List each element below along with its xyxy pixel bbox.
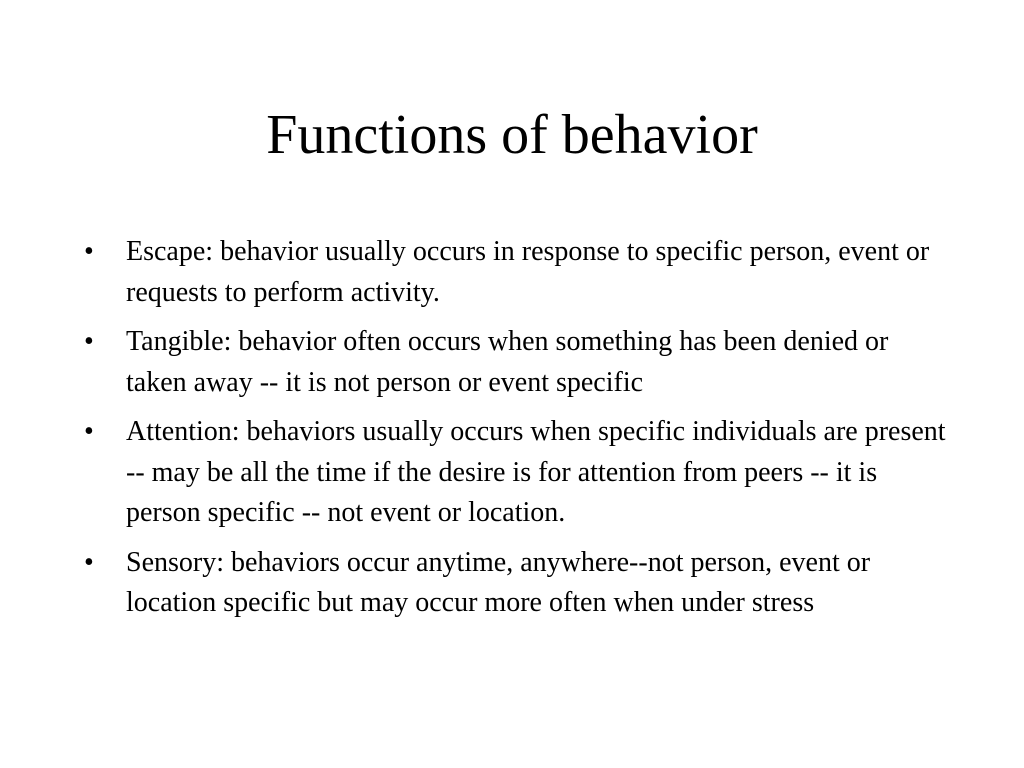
bullet-item-tangible	[84, 322, 954, 403]
bullet-list	[84, 232, 954, 633]
bullet-marker: •	[84, 326, 94, 357]
bullet-text: Escape: behavior usually occurs in response to specific person, event or requests to perform activity.	[126, 236, 930, 308]
bullet-item-sensory	[84, 543, 954, 624]
bullet-marker: •	[84, 416, 94, 447]
bullet-text: Attention: behaviors usually occurs when specific individuals are present -- may be all the time if the desire is for attention from peers -- it is person specific -- not event or location.	[126, 416, 946, 528]
bullet-item-attention	[84, 412, 954, 534]
bullet-marker: •	[84, 546, 94, 578]
bullet-text: Tangible: behavior often occurs when something has been denied or taken away -- it is not person or event specific	[126, 326, 889, 398]
slide-title: Functions of behavior	[266, 104, 758, 166]
bullet-text: Sensory: behaviors occur anytime, anywhere--not person, event or location specific but may occur more often when under stress	[126, 546, 871, 618]
bullet-item-escape	[84, 232, 954, 313]
bullet-marker: •	[84, 236, 94, 267]
